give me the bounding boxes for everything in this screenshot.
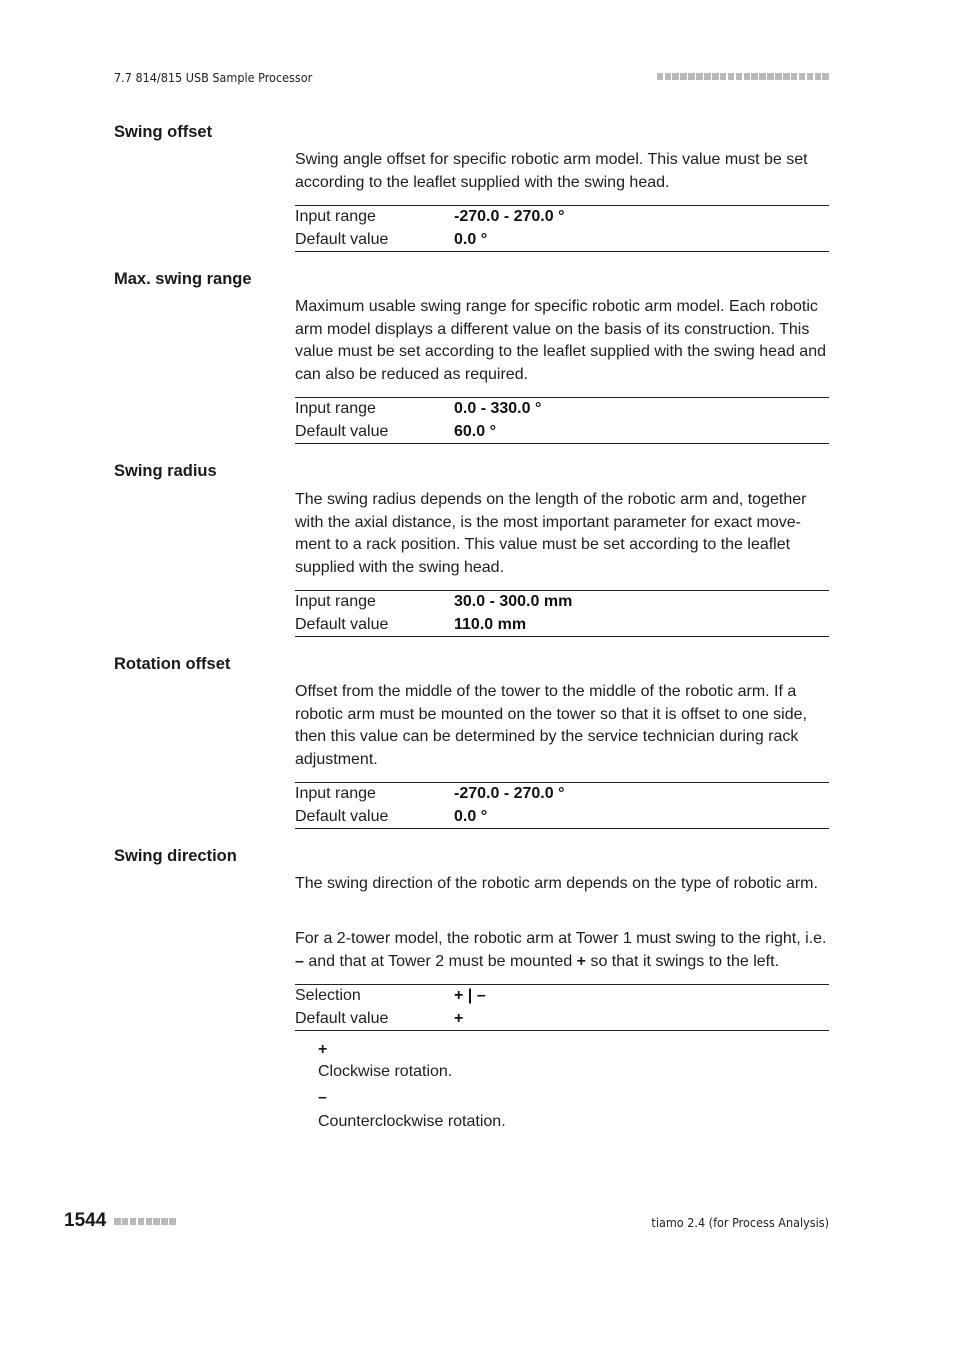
- parameter-title: Swing direction: [114, 847, 237, 865]
- row-value: + | –: [454, 987, 486, 1004]
- row-value: 0.0 °: [454, 807, 488, 825]
- table-row: [295, 591, 829, 614]
- row-label: Default value: [295, 422, 389, 440]
- header-dot-decoration: [657, 73, 829, 80]
- row-value: 0.0 °: [454, 230, 488, 248]
- row-value: -270.0 - 270.0 °: [454, 785, 565, 802]
- page-footer: [64, 1210, 829, 1236]
- row-label: Default value: [295, 615, 389, 633]
- footer-dot-decoration: [114, 1218, 176, 1225]
- parameter-table: [295, 590, 829, 637]
- table-row: [295, 421, 829, 444]
- table-row: [295, 1008, 829, 1031]
- parameter-title: Swing offset: [114, 123, 213, 141]
- option-description: Clockwise rotation.: [318, 1063, 453, 1080]
- row-label: Input range: [295, 785, 376, 802]
- row-label: Input range: [295, 208, 376, 225]
- page-header: [114, 70, 829, 88]
- row-label: Default value: [295, 1009, 389, 1027]
- table-row: [295, 229, 829, 252]
- parameter-table: [295, 397, 829, 444]
- table-row: [295, 614, 829, 637]
- product-name: tiamo 2.4 (for Process Analysis): [651, 1215, 829, 1230]
- row-value: 0.0 - 330.0 °: [454, 400, 542, 417]
- running-header-title: 7.7 814/815 USB Sample Processor: [114, 70, 313, 85]
- parameter-description-note: For a 2-tower model, the robotic arm at Tower 1 must swing to the right, i.e. – and that at Tower 2 must be mounted + so that it swings to the left.: [295, 930, 827, 970]
- row-value: -270.0 - 270.0 °: [454, 208, 565, 225]
- row-label: Input range: [295, 593, 376, 610]
- row-label: Selection: [295, 987, 361, 1004]
- row-value: 30.0 - 300.0 mm: [454, 593, 573, 610]
- table-row: [295, 398, 829, 421]
- parameter-description: The swing direction of the robotic arm depends on the type of robotic arm.: [295, 875, 818, 892]
- parameter-table: [295, 782, 829, 829]
- option-description: Counterclockwise rotation.: [318, 1113, 506, 1130]
- row-label: Input range: [295, 400, 376, 417]
- parameter-title: Rotation offset: [114, 655, 231, 673]
- table-row: [295, 783, 829, 806]
- parameter-description: Swing angle offset for specific robotic arm model. This value must be set according to the leaflet supplied with the swing head.: [295, 151, 808, 191]
- row-label: Default value: [295, 807, 389, 825]
- table-row: [295, 806, 829, 829]
- page-number: 1544: [64, 1210, 107, 1231]
- parameter-description: The swing radius depends on the length of the robotic arm and, together with the axial distance, is the most important parameter for exact move-ment to a rack position. This value must be set according to the leaflet supplied with the swing head.: [295, 491, 807, 576]
- parameter-description: Offset from the middle of the tower to the middle of the robotic arm. If a robotic arm must be mounted on the tower so that it is offset to one side, then this value can be determined by the service technician during rack adjustment.: [295, 683, 807, 768]
- option-key-counterclockwise: –: [318, 1089, 327, 1106]
- row-value: 110.0 mm: [454, 615, 527, 633]
- table-row: [295, 985, 829, 1008]
- option-key-clockwise: +: [318, 1041, 328, 1058]
- parameter-title: Max. swing range: [114, 270, 252, 288]
- row-label: Default value: [295, 230, 389, 248]
- parameter-table: [295, 984, 829, 1031]
- table-row: [295, 206, 829, 229]
- parameter-title: Swing radius: [114, 462, 217, 480]
- row-value: +: [454, 1009, 464, 1027]
- row-value: 60.0 °: [454, 422, 496, 440]
- parameter-description: Maximum usable swing range for specific robotic arm model. Each robotic arm model displays a different value on the basis of its construction. This value must be set according to the leaflet supplied with the swing head and can also be reduced as required.: [295, 298, 826, 383]
- parameter-table: [295, 205, 829, 252]
